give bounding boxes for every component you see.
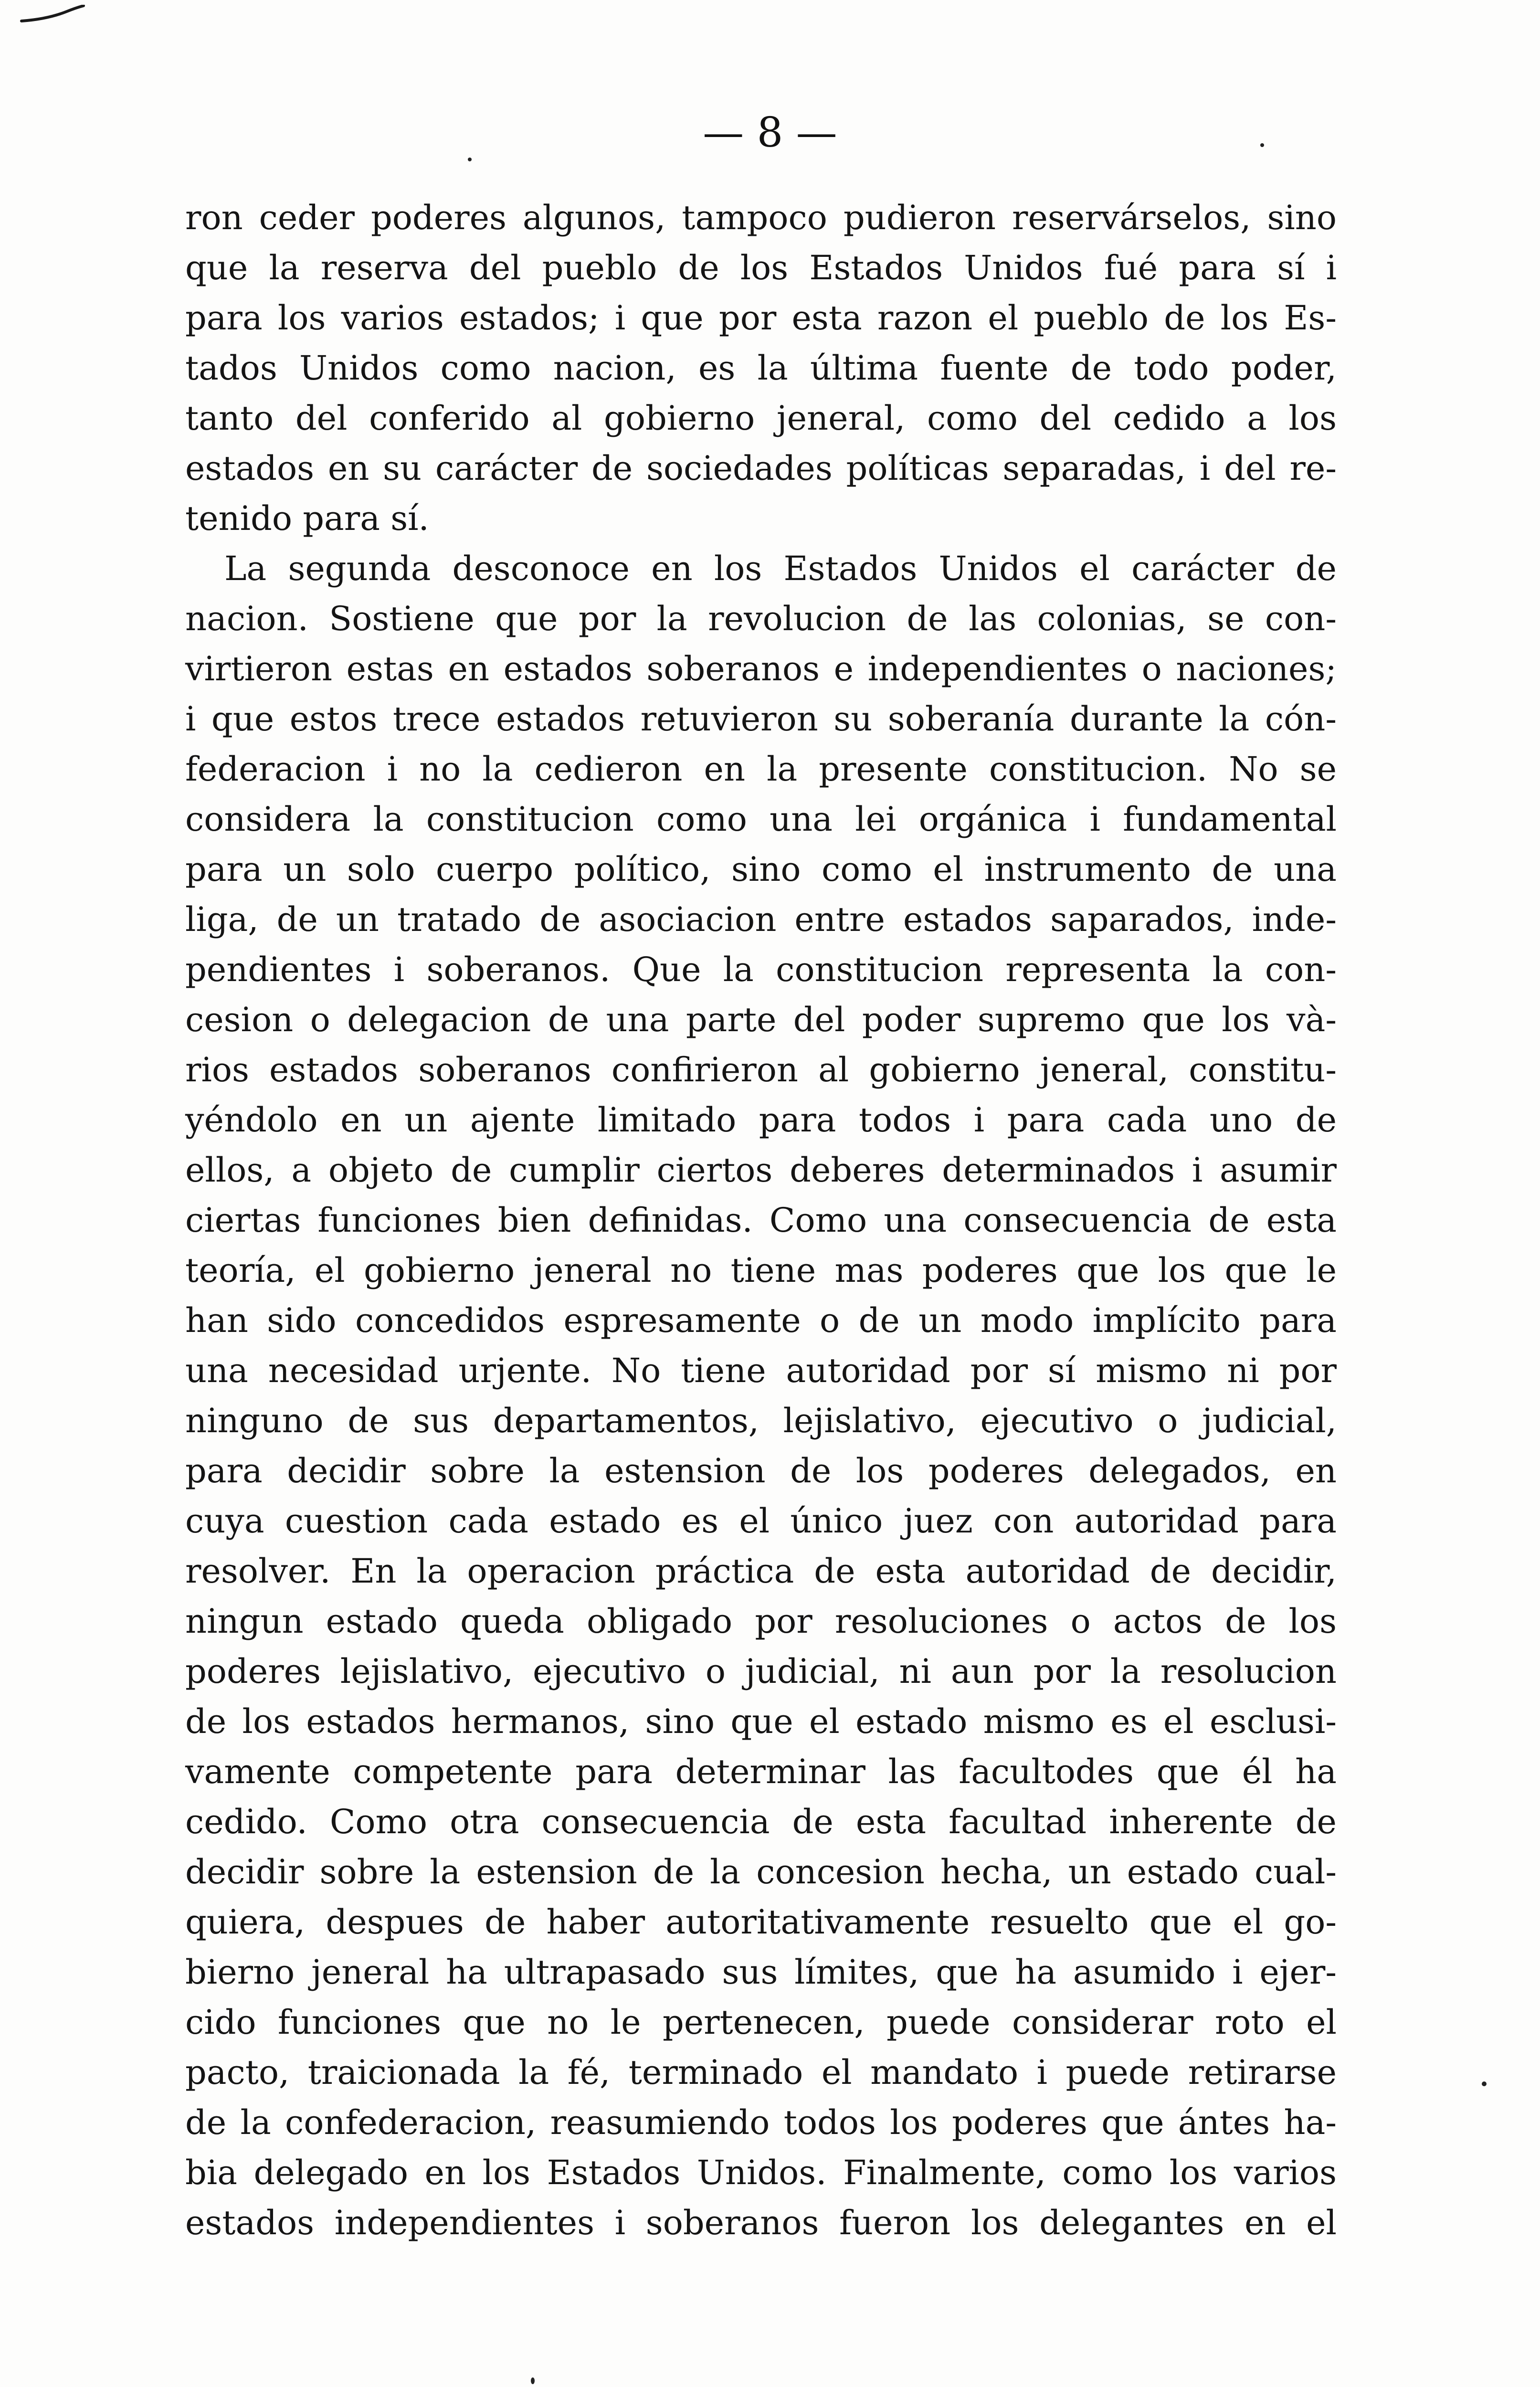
text-line: estados en su carácter de sociedades políticas separadas, i del re- <box>185 449 1337 488</box>
text-line: ningun estado queda obligado por resoluciones o actos de los <box>185 1602 1337 1641</box>
text-line: federacion i no la cedieron en la presente constitucion. No se <box>185 750 1337 789</box>
ink-mark <box>19 5 86 24</box>
text-line: bierno jeneral ha ultrapasado sus límites, que ha asumido i ejer- <box>185 1953 1337 1992</box>
text-line: una necesidad urjente. No tiene autoridad por sí mismo ni por <box>185 1351 1337 1390</box>
text-line: de los estados hermanos, sino que el estado mismo es el esclusi- <box>185 1702 1337 1741</box>
ink-speck <box>1482 2081 1487 2086</box>
text-line: de la confederacion, reasumiendo todos los poderes que ántes ha- <box>185 2103 1337 2142</box>
paragraph-start-line: La segunda desconoce en los Estados Unidos el carácter de <box>224 549 1337 588</box>
text-line: i que estos trece estados retuvieron su soberanía durante la cón- <box>185 699 1337 739</box>
text-line: cido funciones que no le pertenecen, puede considerar roto el <box>185 2003 1337 2042</box>
text-line: estados independientes i soberanos fueron los delegantes en el <box>185 2203 1337 2242</box>
text-line: ninguno de sus departamentos, lejislativo, ejecutivo o judicial, <box>185 1401 1337 1440</box>
text-line: cesion o delegacion de una parte del poder supremo que los và- <box>185 1000 1337 1039</box>
text-line: teoría, el gobierno jeneral no tiene mas poderes que los que le <box>185 1251 1337 1290</box>
text-line: resolver. En la operacion práctica de esta autoridad de decidir, <box>185 1552 1337 1591</box>
page-number: — 8 — <box>703 109 837 157</box>
text-line: rios estados soberanos confirieron al gobierno jeneral, constitu- <box>185 1050 1337 1089</box>
text-line: pendientes i soberanos. Que la constitucion representa la con- <box>185 950 1337 989</box>
text-line: cedido. Como otra consecuencia de esta facultad inherente de <box>185 1802 1337 1841</box>
text-line: cuya cuestion cada estado es el único juez con autoridad para <box>185 1501 1337 1541</box>
text-line: tanto del conferido al gobierno jeneral, como del cedido a los <box>185 399 1337 438</box>
text-line: vamente competente para determinar las facultodes que él ha <box>185 1752 1337 1791</box>
text-line: para un solo cuerpo político, sino como el instrumento de una <box>185 850 1337 889</box>
text-line: ciertas funciones bien definidas. Como una consecuencia de esta <box>185 1201 1337 1240</box>
text-line: bia delegado en los Estados Unidos. Finalmente, como los varios <box>185 2153 1337 2192</box>
text-line: virtieron estas en estados soberanos e independientes o naciones; <box>185 649 1337 688</box>
text-line: han sido concedidos espresamente o de un modo implícito para <box>185 1301 1337 1340</box>
text-line: yéndolo en un ajente limitado para todos i para cada uno de <box>185 1100 1337 1140</box>
text-line: liga, de un tratado de asociacion entre estados saparados, inde- <box>185 900 1337 939</box>
text-line: para los varios estados; i que por esta razon el pueblo de los Es- <box>185 298 1337 338</box>
text-line: que la reserva del pueblo de los Estados Unidos fué para sí i <box>185 248 1337 287</box>
text-line: considera la constitucion como una lei orgánica i fundamental <box>185 800 1337 839</box>
text-line: para decidir sobre la estension de los poderes delegados, en <box>185 1451 1337 1490</box>
text-line: tados Unidos como nacion, es la última fuente de todo poder, <box>185 349 1337 388</box>
text-line: tenido para sí. <box>185 499 429 538</box>
ink-speck <box>531 2377 535 2384</box>
body-text <box>185 193 1337 2248</box>
text-line: ron ceder poderes algunos, tampoco pudieron reservárselos, sino <box>185 198 1337 237</box>
text-line: poderes lejislativo, ejecutivo o judicial, ni aun por la resolucion <box>185 1652 1337 1691</box>
text-line: quiera, despues de haber autoritativamente resuelto que el go- <box>185 1902 1337 1942</box>
ink-speck <box>468 158 472 161</box>
text-line: ellos, a objeto de cumplir ciertos deberes determinados i asumir <box>185 1151 1337 1190</box>
text-line: decidir sobre la estension de la concesion hecha, un estado cual- <box>185 1852 1337 1891</box>
ink-speck <box>1260 143 1264 147</box>
text-line: nacion. Sostiene que por la revolucion de las colonias, se con- <box>185 599 1337 638</box>
text-line: pacto, traicionada la fé, terminado el mandato i puede retirarse <box>185 2053 1337 2092</box>
